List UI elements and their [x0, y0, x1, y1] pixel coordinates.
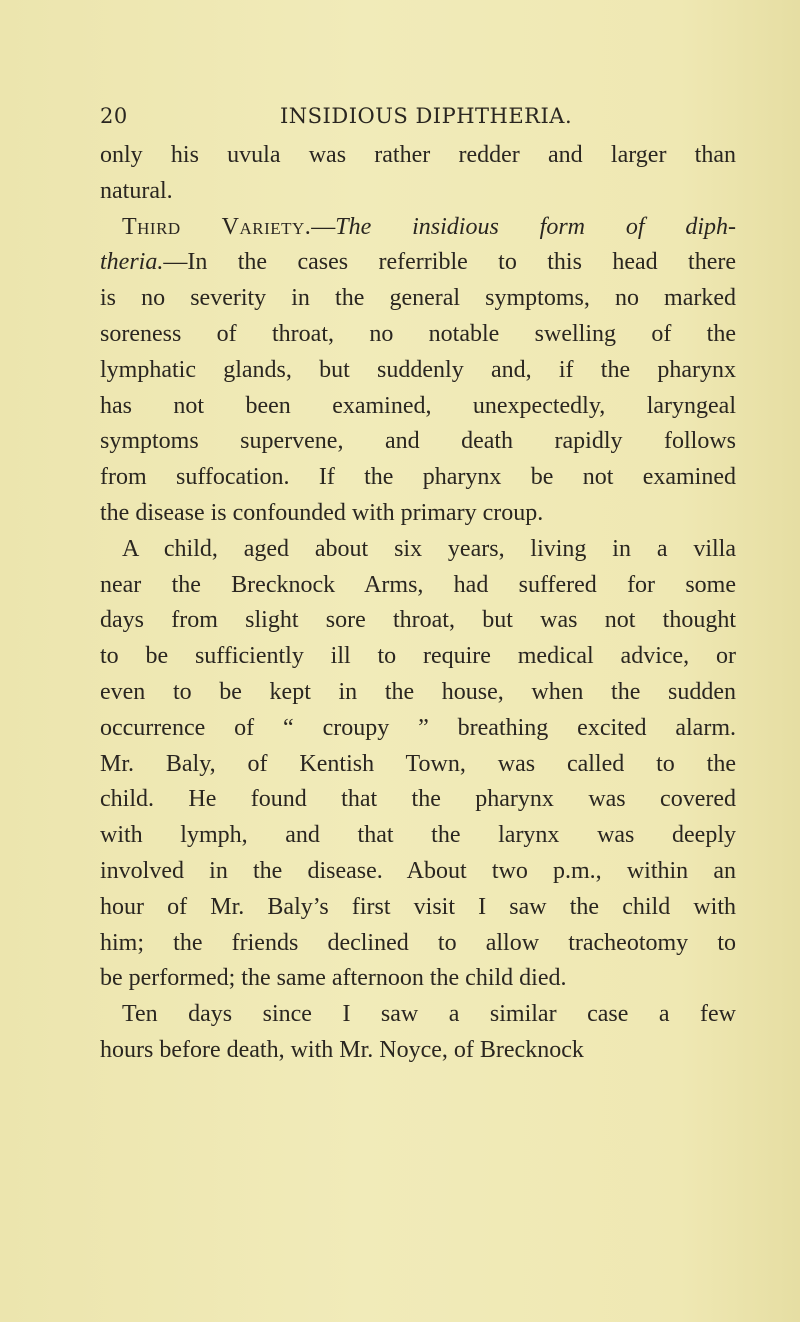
text-line: lymphatic glands, but suddenly and, if the pharynx: [100, 356, 736, 383]
running-title: INSIDIOUS DIPHTHERIA.: [280, 104, 573, 128]
section-heading: Third Variety.: [122, 213, 312, 240]
paragraph-start-line: Ten days since I saw a similar case a few: [122, 1001, 736, 1028]
text-line: natural.: [100, 177, 173, 204]
text-line: involved in the disease. About two p.m., within an: [100, 857, 736, 884]
text-line: to be sufficiently ill to require medical advice, or: [100, 643, 736, 670]
text-line: only his uvula was rather redder and larger than: [100, 142, 736, 168]
text-line: hours before death, with Mr. Noyce, of Brecknock: [100, 1036, 584, 1063]
text-line: the disease is confounded with primary croup.: [100, 499, 544, 526]
running-head: [100, 104, 640, 134]
text-line: with lymph, and that the larynx was deeply: [100, 822, 736, 849]
text-run: —In the cases referrible to this head there: [163, 249, 736, 276]
text-line: soreness of throat, no notable swelling of the: [100, 320, 736, 347]
text-line: symptoms supervene, and death rapidly follows: [100, 428, 736, 455]
body-text: [100, 138, 736, 1069]
text-line: him; the friends declined to allow tracheotomy to: [100, 929, 736, 956]
section-subtitle: The insidious form of diph-: [335, 213, 736, 240]
text-line: is no severity in the general symptoms, no marked: [100, 285, 736, 312]
text-line: [100, 245, 736, 281]
text-line: hour of Mr. Baly’s first visit I saw the child with: [100, 893, 736, 920]
text-line: has not been examined, unexpectedly, laryngeal: [100, 392, 736, 419]
text-line: Mr. Baly, of Kentish Town, was called to the: [100, 750, 736, 777]
heading-dash: —: [311, 213, 336, 240]
text-line: even to be kept in the house, when the sudden: [100, 678, 736, 705]
text-line: occurrence of “ croupy ” breathing excited alarm.: [100, 714, 736, 741]
page-number: 20: [100, 104, 128, 128]
text-line: be performed; the same afternoon the child died.: [100, 965, 567, 992]
paragraph-start-line: A child, aged about six years, living in a villa: [122, 535, 736, 562]
text-line: near the Brecknock Arms, had suffered for some: [100, 571, 736, 598]
text-line: from suffocation. If the pharynx be not examined: [100, 464, 736, 491]
text-line: days from slight sore throat, but was not thought: [100, 607, 736, 634]
text-line: child. He found that the pharynx was covered: [100, 786, 736, 813]
section-subtitle-end: theria.: [100, 249, 164, 276]
section-heading-line: [100, 210, 736, 246]
